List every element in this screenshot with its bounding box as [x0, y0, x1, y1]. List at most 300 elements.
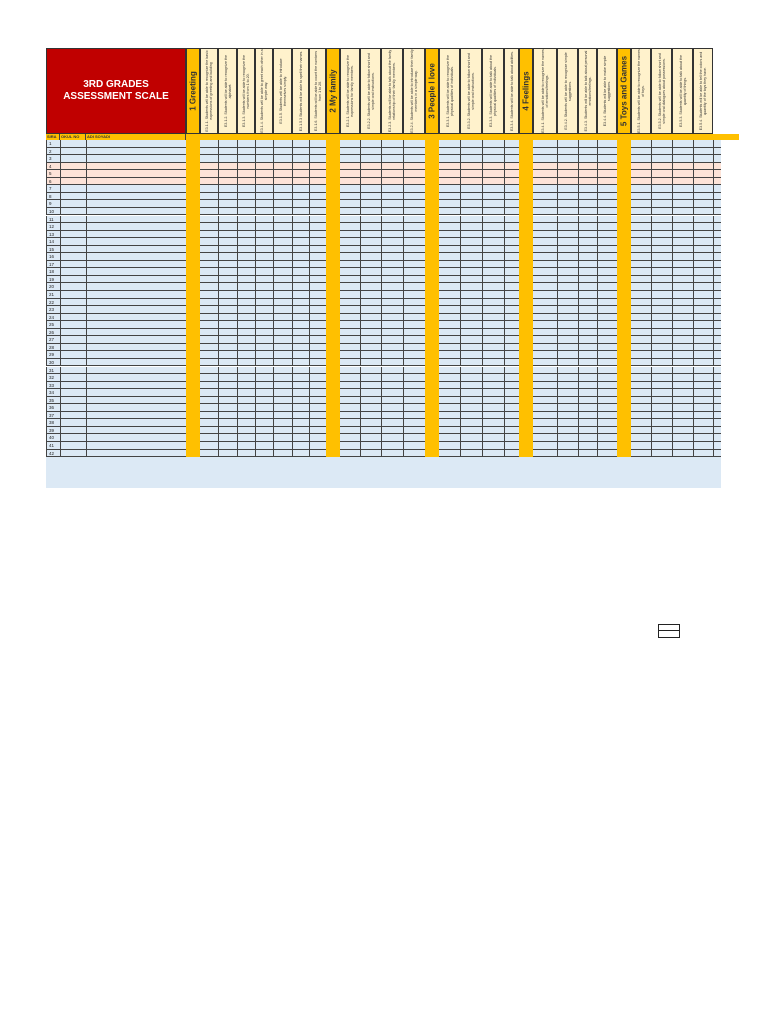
school-number-cell[interactable] [61, 231, 87, 238]
score-cell[interactable] [598, 283, 618, 290]
score-cell[interactable] [238, 397, 256, 404]
score-cell[interactable] [534, 419, 558, 426]
score-cell[interactable] [238, 163, 256, 170]
score-cell[interactable] [598, 329, 618, 336]
score-cell[interactable] [673, 148, 694, 155]
score-cell[interactable] [238, 389, 256, 396]
score-cell[interactable] [219, 231, 238, 238]
score-cell[interactable] [505, 314, 520, 321]
score-cell[interactable] [341, 291, 361, 298]
score-cell[interactable] [505, 450, 520, 457]
score-cell[interactable] [694, 434, 714, 441]
score-cell[interactable] [440, 299, 461, 306]
score-cell[interactable] [461, 427, 483, 434]
school-number-cell[interactable] [61, 216, 87, 223]
score-cell[interactable] [505, 246, 520, 253]
score-cell[interactable] [440, 427, 461, 434]
score-cell[interactable] [293, 283, 310, 290]
score-cell[interactable] [505, 442, 520, 449]
score-cell[interactable] [579, 155, 598, 162]
score-cell[interactable] [673, 276, 694, 283]
score-cell[interactable] [483, 148, 505, 155]
score-cell[interactable] [219, 434, 238, 441]
score-cell[interactable] [310, 193, 327, 200]
score-cell[interactable] [440, 450, 461, 457]
score-cell[interactable] [201, 268, 219, 275]
score-cell[interactable] [404, 155, 426, 162]
score-cell[interactable] [274, 344, 293, 351]
score-cell[interactable] [201, 185, 219, 192]
score-cell[interactable] [694, 208, 714, 215]
score-cell[interactable] [652, 185, 673, 192]
score-cell[interactable] [382, 344, 404, 351]
score-cell[interactable] [256, 178, 274, 185]
score-cell[interactable] [673, 261, 694, 268]
score-cell[interactable] [579, 238, 598, 245]
score-cell[interactable] [652, 306, 673, 313]
score-cell[interactable] [382, 450, 404, 457]
score-cell[interactable] [219, 208, 238, 215]
score-cell[interactable] [598, 231, 618, 238]
score-cell[interactable] [652, 427, 673, 434]
score-cell[interactable] [361, 344, 382, 351]
score-cell[interactable] [579, 163, 598, 170]
score-cell[interactable] [256, 314, 274, 321]
score-cell[interactable] [404, 291, 426, 298]
score-cell[interactable] [579, 374, 598, 381]
school-number-cell[interactable] [61, 155, 87, 162]
score-cell[interactable] [461, 434, 483, 441]
score-cell[interactable] [256, 321, 274, 328]
score-cell[interactable] [256, 351, 274, 358]
score-cell[interactable] [274, 208, 293, 215]
score-cell[interactable] [694, 306, 714, 313]
score-cell[interactable] [483, 193, 505, 200]
score-cell[interactable] [361, 374, 382, 381]
score-cell[interactable] [274, 427, 293, 434]
score-cell[interactable] [341, 208, 361, 215]
score-cell[interactable] [505, 404, 520, 411]
score-cell[interactable] [598, 253, 618, 260]
score-cell[interactable] [201, 427, 219, 434]
score-cell[interactable] [361, 155, 382, 162]
score-cell[interactable] [256, 155, 274, 162]
score-cell[interactable] [201, 216, 219, 223]
score-cell[interactable] [256, 223, 274, 230]
school-number-cell[interactable] [61, 268, 87, 275]
score-cell[interactable] [652, 261, 673, 268]
school-number-cell[interactable] [61, 412, 87, 419]
score-cell[interactable] [293, 193, 310, 200]
score-cell[interactable] [505, 397, 520, 404]
score-cell[interactable] [440, 253, 461, 260]
score-cell[interactable] [256, 261, 274, 268]
score-cell[interactable] [694, 344, 714, 351]
score-cell[interactable] [440, 397, 461, 404]
score-cell[interactable] [219, 374, 238, 381]
score-cell[interactable] [694, 382, 714, 389]
score-cell[interactable] [238, 306, 256, 313]
score-cell[interactable] [238, 276, 256, 283]
score-cell[interactable] [461, 351, 483, 358]
score-cell[interactable] [632, 253, 652, 260]
score-cell[interactable] [238, 382, 256, 389]
score-cell[interactable] [219, 178, 238, 185]
score-cell[interactable] [673, 434, 694, 441]
score-cell[interactable] [219, 283, 238, 290]
score-cell[interactable] [505, 382, 520, 389]
score-cell[interactable] [483, 329, 505, 336]
score-cell[interactable] [534, 193, 558, 200]
score-cell[interactable] [238, 412, 256, 419]
score-cell[interactable] [505, 253, 520, 260]
score-cell[interactable] [579, 268, 598, 275]
score-cell[interactable] [274, 299, 293, 306]
score-cell[interactable] [382, 314, 404, 321]
score-cell[interactable] [673, 170, 694, 177]
score-cell[interactable] [534, 299, 558, 306]
score-cell[interactable] [694, 246, 714, 253]
score-cell[interactable] [293, 321, 310, 328]
score-cell[interactable] [673, 200, 694, 207]
score-cell[interactable] [361, 412, 382, 419]
score-cell[interactable] [219, 253, 238, 260]
score-cell[interactable] [361, 178, 382, 185]
score-cell[interactable] [238, 404, 256, 411]
score-cell[interactable] [440, 163, 461, 170]
score-cell[interactable] [382, 238, 404, 245]
score-cell[interactable] [483, 344, 505, 351]
score-cell[interactable] [505, 185, 520, 192]
score-cell[interactable] [652, 216, 673, 223]
score-cell[interactable] [382, 367, 404, 374]
score-cell[interactable] [293, 314, 310, 321]
score-cell[interactable] [652, 344, 673, 351]
score-cell[interactable] [256, 367, 274, 374]
score-cell[interactable] [558, 306, 579, 313]
score-cell[interactable] [461, 314, 483, 321]
score-cell[interactable] [256, 200, 274, 207]
score-cell[interactable] [461, 268, 483, 275]
score-cell[interactable] [293, 419, 310, 426]
score-cell[interactable] [274, 170, 293, 177]
score-cell[interactable] [558, 178, 579, 185]
score-cell[interactable] [382, 351, 404, 358]
score-cell[interactable] [440, 306, 461, 313]
score-cell[interactable] [579, 276, 598, 283]
score-cell[interactable] [579, 185, 598, 192]
score-cell[interactable] [382, 155, 404, 162]
score-cell[interactable] [238, 351, 256, 358]
score-cell[interactable] [238, 216, 256, 223]
score-cell[interactable] [274, 389, 293, 396]
score-cell[interactable] [632, 261, 652, 268]
score-cell[interactable] [461, 419, 483, 426]
score-cell[interactable] [404, 170, 426, 177]
score-cell[interactable] [483, 231, 505, 238]
score-cell[interactable] [632, 216, 652, 223]
score-cell[interactable] [598, 359, 618, 366]
score-cell[interactable] [579, 299, 598, 306]
score-cell[interactable] [558, 412, 579, 419]
score-cell[interactable] [341, 336, 361, 343]
score-cell[interactable] [219, 155, 238, 162]
score-cell[interactable] [461, 291, 483, 298]
student-name-cell[interactable] [87, 367, 187, 374]
score-cell[interactable] [673, 193, 694, 200]
score-cell[interactable] [483, 321, 505, 328]
score-cell[interactable] [505, 389, 520, 396]
score-cell[interactable] [256, 268, 274, 275]
score-cell[interactable] [382, 389, 404, 396]
student-name-cell[interactable] [87, 200, 187, 207]
score-cell[interactable] [341, 442, 361, 449]
score-cell[interactable] [652, 268, 673, 275]
score-cell[interactable] [694, 193, 714, 200]
score-cell[interactable] [505, 155, 520, 162]
score-cell[interactable] [534, 185, 558, 192]
score-cell[interactable] [483, 216, 505, 223]
score-cell[interactable] [382, 140, 404, 147]
score-cell[interactable] [238, 299, 256, 306]
score-cell[interactable] [310, 216, 327, 223]
score-cell[interactable] [361, 314, 382, 321]
score-cell[interactable] [598, 404, 618, 411]
score-cell[interactable] [274, 291, 293, 298]
score-cell[interactable] [534, 382, 558, 389]
score-cell[interactable] [483, 389, 505, 396]
score-cell[interactable] [256, 374, 274, 381]
score-cell[interactable] [632, 163, 652, 170]
score-cell[interactable] [238, 238, 256, 245]
score-cell[interactable] [579, 321, 598, 328]
score-cell[interactable] [310, 389, 327, 396]
score-cell[interactable] [219, 404, 238, 411]
score-cell[interactable] [558, 148, 579, 155]
score-cell[interactable] [673, 314, 694, 321]
score-cell[interactable] [341, 253, 361, 260]
score-cell[interactable] [404, 223, 426, 230]
score-cell[interactable] [694, 140, 714, 147]
score-cell[interactable] [256, 246, 274, 253]
score-cell[interactable] [274, 216, 293, 223]
score-cell[interactable] [274, 155, 293, 162]
score-cell[interactable] [293, 404, 310, 411]
score-cell[interactable] [694, 276, 714, 283]
score-cell[interactable] [534, 412, 558, 419]
school-number-cell[interactable] [61, 434, 87, 441]
score-cell[interactable] [483, 351, 505, 358]
score-cell[interactable] [238, 193, 256, 200]
score-cell[interactable] [440, 404, 461, 411]
score-cell[interactable] [238, 434, 256, 441]
score-cell[interactable] [598, 306, 618, 313]
score-cell[interactable] [483, 336, 505, 343]
score-cell[interactable] [219, 170, 238, 177]
score-cell[interactable] [652, 336, 673, 343]
score-cell[interactable] [310, 223, 327, 230]
school-number-cell[interactable] [61, 374, 87, 381]
score-cell[interactable] [694, 170, 714, 177]
score-cell[interactable] [632, 238, 652, 245]
score-cell[interactable] [404, 427, 426, 434]
score-cell[interactable] [256, 306, 274, 313]
student-name-cell[interactable] [87, 434, 187, 441]
score-cell[interactable] [534, 276, 558, 283]
score-cell[interactable] [440, 178, 461, 185]
score-cell[interactable] [652, 434, 673, 441]
score-cell[interactable] [652, 321, 673, 328]
score-cell[interactable] [673, 163, 694, 170]
score-cell[interactable] [382, 200, 404, 207]
score-cell[interactable] [652, 389, 673, 396]
score-cell[interactable] [598, 321, 618, 328]
score-cell[interactable] [483, 246, 505, 253]
score-cell[interactable] [694, 419, 714, 426]
score-cell[interactable] [461, 299, 483, 306]
score-cell[interactable] [404, 253, 426, 260]
score-cell[interactable] [694, 200, 714, 207]
score-cell[interactable] [579, 148, 598, 155]
score-cell[interactable] [505, 291, 520, 298]
score-cell[interactable] [534, 261, 558, 268]
student-name-cell[interactable] [87, 276, 187, 283]
score-cell[interactable] [440, 155, 461, 162]
score-cell[interactable] [632, 404, 652, 411]
score-cell[interactable] [238, 261, 256, 268]
score-cell[interactable] [461, 412, 483, 419]
score-cell[interactable] [274, 276, 293, 283]
score-cell[interactable] [534, 359, 558, 366]
score-cell[interactable] [440, 314, 461, 321]
school-number-cell[interactable] [61, 299, 87, 306]
score-cell[interactable] [274, 359, 293, 366]
school-number-cell[interactable] [61, 238, 87, 245]
score-cell[interactable] [238, 155, 256, 162]
score-cell[interactable] [219, 382, 238, 389]
score-cell[interactable] [673, 291, 694, 298]
score-cell[interactable] [534, 374, 558, 381]
student-name-cell[interactable] [87, 397, 187, 404]
score-cell[interactable] [694, 299, 714, 306]
score-cell[interactable] [201, 163, 219, 170]
score-cell[interactable] [382, 231, 404, 238]
score-cell[interactable] [238, 344, 256, 351]
score-cell[interactable] [652, 163, 673, 170]
score-cell[interactable] [579, 208, 598, 215]
score-cell[interactable] [382, 299, 404, 306]
score-cell[interactable] [694, 351, 714, 358]
score-cell[interactable] [361, 382, 382, 389]
score-cell[interactable] [219, 200, 238, 207]
score-cell[interactable] [632, 359, 652, 366]
score-cell[interactable] [483, 276, 505, 283]
score-cell[interactable] [673, 246, 694, 253]
score-cell[interactable] [256, 238, 274, 245]
score-cell[interactable] [274, 450, 293, 457]
student-name-cell[interactable] [87, 223, 187, 230]
score-cell[interactable] [579, 216, 598, 223]
score-cell[interactable] [293, 427, 310, 434]
score-cell[interactable] [579, 382, 598, 389]
score-cell[interactable] [440, 336, 461, 343]
score-cell[interactable] [361, 231, 382, 238]
score-cell[interactable] [293, 148, 310, 155]
score-cell[interactable] [505, 412, 520, 419]
score-cell[interactable] [534, 427, 558, 434]
score-cell[interactable] [673, 185, 694, 192]
score-cell[interactable] [310, 314, 327, 321]
score-cell[interactable] [274, 397, 293, 404]
score-cell[interactable] [201, 170, 219, 177]
score-cell[interactable] [505, 336, 520, 343]
score-cell[interactable] [310, 238, 327, 245]
score-cell[interactable] [558, 208, 579, 215]
score-cell[interactable] [461, 148, 483, 155]
score-cell[interactable] [310, 442, 327, 449]
score-cell[interactable] [461, 163, 483, 170]
score-cell[interactable] [341, 299, 361, 306]
score-cell[interactable] [256, 344, 274, 351]
score-cell[interactable] [632, 427, 652, 434]
student-name-cell[interactable] [87, 208, 187, 215]
score-cell[interactable] [341, 231, 361, 238]
score-cell[interactable] [219, 442, 238, 449]
score-cell[interactable] [673, 427, 694, 434]
score-cell[interactable] [652, 404, 673, 411]
score-cell[interactable] [274, 321, 293, 328]
score-cell[interactable] [293, 178, 310, 185]
score-cell[interactable] [579, 140, 598, 147]
score-cell[interactable] [361, 140, 382, 147]
score-cell[interactable] [558, 170, 579, 177]
score-cell[interactable] [201, 382, 219, 389]
score-cell[interactable] [361, 329, 382, 336]
score-cell[interactable] [404, 389, 426, 396]
score-cell[interactable] [274, 336, 293, 343]
score-cell[interactable] [238, 208, 256, 215]
score-cell[interactable] [361, 193, 382, 200]
score-cell[interactable] [219, 450, 238, 457]
score-cell[interactable] [461, 321, 483, 328]
school-number-cell[interactable] [61, 404, 87, 411]
score-cell[interactable] [201, 193, 219, 200]
score-cell[interactable] [310, 321, 327, 328]
score-cell[interactable] [694, 442, 714, 449]
score-cell[interactable] [483, 170, 505, 177]
score-cell[interactable] [534, 404, 558, 411]
score-cell[interactable] [293, 261, 310, 268]
score-cell[interactable] [673, 442, 694, 449]
score-cell[interactable] [310, 419, 327, 426]
score-cell[interactable] [256, 434, 274, 441]
score-cell[interactable] [579, 170, 598, 177]
score-cell[interactable] [461, 374, 483, 381]
score-cell[interactable] [201, 231, 219, 238]
score-cell[interactable] [293, 374, 310, 381]
score-cell[interactable] [505, 434, 520, 441]
score-cell[interactable] [219, 148, 238, 155]
score-cell[interactable] [440, 344, 461, 351]
score-cell[interactable] [310, 170, 327, 177]
score-cell[interactable] [652, 178, 673, 185]
school-number-cell[interactable] [61, 344, 87, 351]
score-cell[interactable] [256, 253, 274, 260]
score-cell[interactable] [382, 329, 404, 336]
score-cell[interactable] [361, 404, 382, 411]
score-cell[interactable] [310, 382, 327, 389]
score-cell[interactable] [673, 223, 694, 230]
